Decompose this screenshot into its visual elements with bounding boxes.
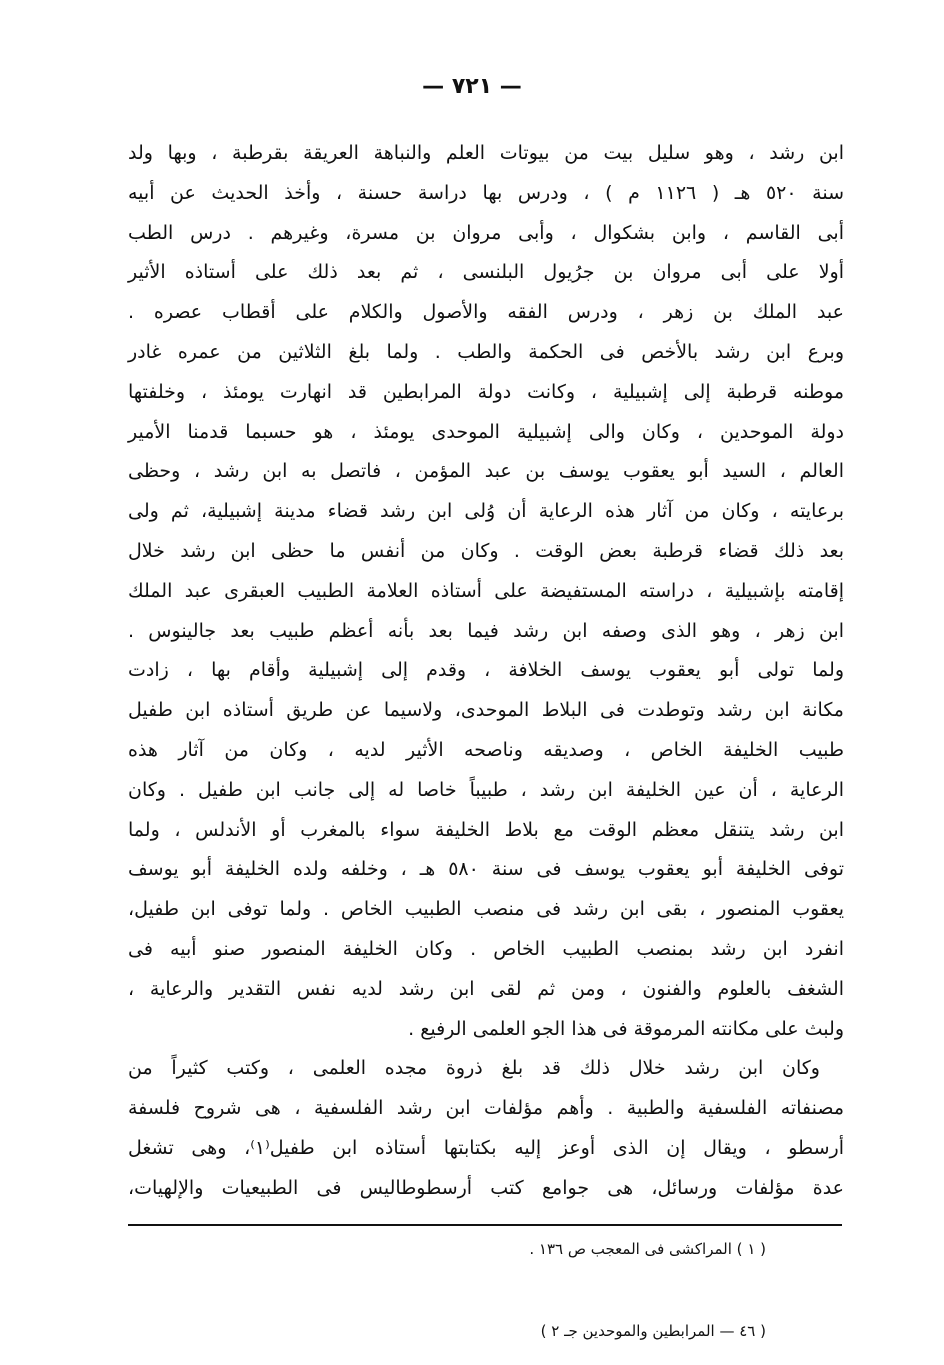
text-line: مكانة ابن رشد وتوطدت فى البلاط الموحدى، ولاسيما عن طريق أستاذه ابن طفيل — [128, 699, 844, 722]
text-line: العالم ، السيد أبو يعقوب يوسف بن عبد المؤمن ، فاتصل به ابن رشد ، وحظى — [128, 460, 844, 483]
footnote-divider — [128, 1224, 842, 1226]
text-line: انفرد ابن رشد بمنصب الطبيب الخاص . وكان الخليفة المنصور صنو أبيه فى — [128, 937, 844, 960]
text-line: موطنه قرطبة إلى إشبيلية ، وكانت دولة المرابطين قد انهارت يومئذ ، وخلفتها — [128, 380, 844, 403]
text-line: وكان ابن رشد خلال ذلك قد بلغ ذروة مجده العلمى ، وكتب كثيراً من — [128, 1057, 820, 1080]
text-line: بعد ذلك قضاء قرطبة بعض الوقت . وكان من أنفس ما حظى ابن رشد خلال — [128, 539, 844, 562]
text-line: أبى القاسم ، وابن بشكوال ، وأبى مروان بن مسرة، وغيرهم . درس الطب — [128, 221, 844, 244]
text-line: مصنفاته الفلسفية والطبية . وأهم مؤلفات ابن رشد الفلسفية ، هى شروح فلسفة — [128, 1097, 844, 1120]
text-line: ولبث على مكانته المرموقة فى هذا الجو العلمى الرفيع . — [408, 1017, 844, 1040]
text-line: أولا على أبى مروان بن جرُيول البلنسى ، ثم بعد ذلك على أستاذه الأثير — [128, 261, 844, 284]
text-line: ابن رشد ، وهو سليل بيت من بيوتات العلم والنباهة العريقة بقرطبة ، وبها ولد — [128, 142, 844, 164]
text-line: وبرع ابن رشد بالأخص فى الحكمة والطب . ولما بلغ الثلاثين من عمره غادر — [128, 340, 844, 363]
text-line: توفى الخليفة أبو يعقوب يوسف فى سنة ٥٨٠ هـ ، وخلفه ولده الخليفة أبو يوسف — [128, 858, 844, 881]
text-line: طبيب الخليفة الخاص ، وصديقه وناصحه الأثير لديه ، وكان من آثار هذه — [128, 738, 844, 761]
text-line: الرعاية ، أن عين الخليفة ابن رشد ، طبيباً خاصا له إلى جانب ابن طفيل . وكان — [128, 778, 844, 801]
signature-footer: ( ٤٦ — المرابطين والموحدين جـ ٢ ) — [540, 1322, 766, 1340]
footnote: ( ١ ) المراكشى فى المعجب ص ١٣٦ . — [529, 1240, 766, 1258]
text-line: إقامته بإشبيلية ، دراسته المستفيضة على أستاذه العلامة الطبيب العبقرى عبد الملك — [128, 579, 844, 602]
text-line: ولما تولى أبو يعقوب يوسف الخلافة ، وقدم إلى إشبيلية وأقام بها ، زادت — [128, 659, 844, 682]
text-line: ابن رشد يتنقل معظم الوقت مع بلاط الخليفة سواء بالمغرب أو الأندلس ، ولما — [128, 818, 844, 841]
text-line: برعايته ، وكان من آثار هذه الرعاية أن وُلى ابن رشد قضاء مدينة إشبيلية، ثم ولى — [128, 500, 844, 523]
text-line: عبد الملك بن زهر ، ودرس الفقه والأصول والكلام على أقطاب عصره . — [128, 301, 844, 324]
main-text — [128, 134, 844, 1209]
text-line: يعقوب المنصور ، بقى ابن رشد فى منصب الطبيب الخاص . ولما توفى ابن طفيل، — [128, 898, 844, 921]
text-line: عدة مؤلفات ورسائل، هى جوامع كتب أرسطوطاليس فى الطبيعيات والإلهيات، — [128, 1176, 844, 1199]
text-line: سنة ٥٢٠ هـ ( ١١٢٦ م ) ، ودرس بها دراسة حسنة ، وأخذ الحديث عن أبيه — [128, 181, 844, 204]
text-line: أرسطو ، ويقال إن الذى أوعز إليه بكتابتها أستاذه ابن طفيل⁽١⁾، وهى تشغل — [128, 1136, 844, 1159]
text-line: ابن زهر ، وهو الذى وصفه ابن رشد فيما بعد بأنه أعظم طبيب بعد جالينوس . — [128, 619, 844, 642]
page-number: — ٧٢١ — — [422, 74, 522, 99]
text-line: دولة الموحدين ، وكان والى إشبيلية الموحدى يومئذ ، هو حسبما قدمنا الأمير — [128, 420, 844, 443]
text-line: الشغف بالعلوم والفنون ، ومن ثم لقى ابن رشد لديه نفس التقدير والرعاية ، — [128, 977, 844, 1000]
